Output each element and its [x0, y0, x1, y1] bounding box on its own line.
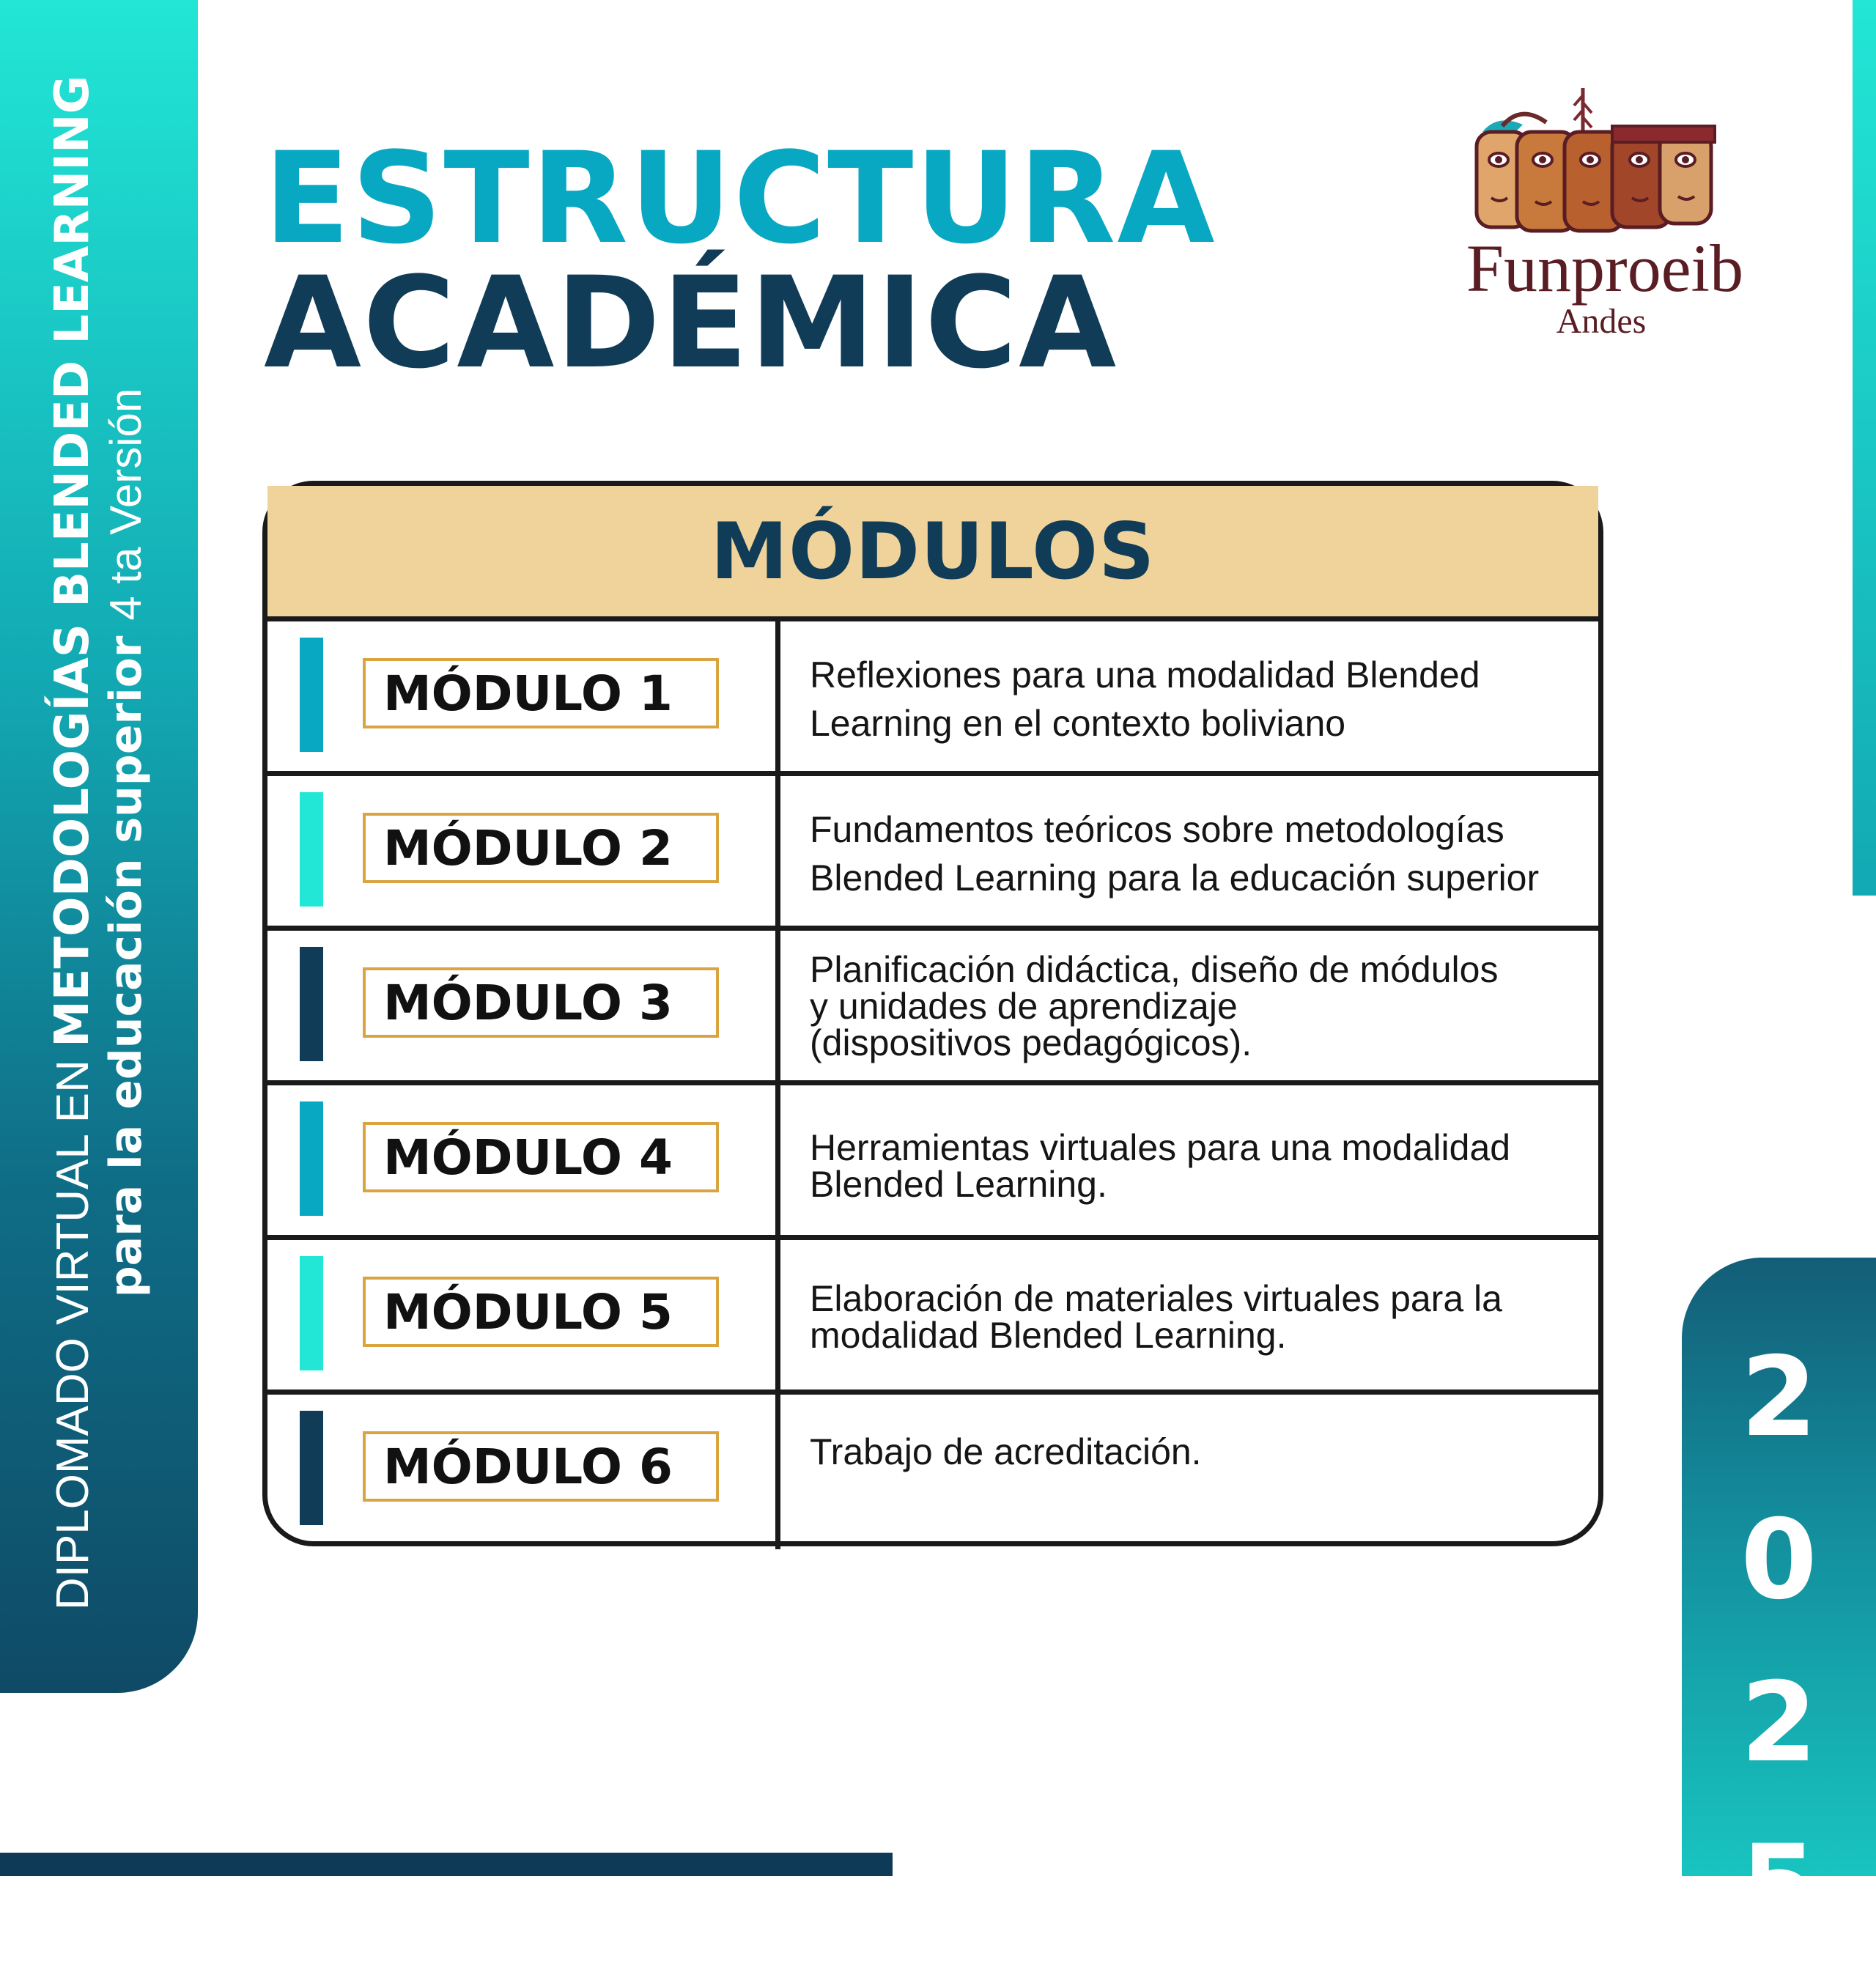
year-digit: 2 — [1740, 1659, 1817, 1787]
module-cell — [267, 931, 780, 1080]
year-block — [1682, 1258, 1876, 1949]
description-line: Reflexiones para una modalidad Blended — [810, 654, 1480, 695]
module-label: MÓDULO 5 — [363, 1277, 719, 1347]
module-description — [780, 931, 1598, 1080]
module-description — [780, 621, 1598, 771]
module-label: MÓDULO 2 — [363, 813, 719, 883]
year-digit: 0 — [1740, 1497, 1817, 1624]
banner-text — [15, 37, 183, 1649]
module-accent-bar — [300, 638, 323, 752]
table-row — [267, 776, 1598, 931]
title-line2: ACADÉMICA — [264, 249, 1118, 396]
description-line: Learning en el contexto boliviano — [810, 703, 1346, 744]
year-digit: 5 — [1740, 1822, 1817, 1949]
description-line: Elaboración de materiales virtuales para la — [810, 1278, 1502, 1319]
table-row — [267, 1240, 1598, 1395]
table-row — [267, 1395, 1598, 1549]
logo-faces — [1477, 88, 1715, 231]
description-line: Blended Learning para la educación superior — [810, 857, 1540, 898]
module-description — [780, 776, 1598, 926]
module-cell — [267, 621, 780, 771]
table-row — [267, 621, 1598, 776]
table-header-label: MÓDULOS — [710, 506, 1156, 597]
left-banner — [0, 0, 198, 1693]
bottom-accent-bar — [0, 1853, 893, 1876]
modules-table — [262, 481, 1603, 1546]
banner-line2 — [100, 37, 152, 1649]
right-accent-bar — [1853, 0, 1876, 896]
table-row — [267, 1085, 1598, 1240]
description-line: Planificación didáctica, diseño de módulos — [810, 949, 1499, 990]
description-line: (dispositivos pedagógicos). — [810, 1022, 1252, 1063]
logo-subtitle: Andes — [1556, 302, 1647, 341]
module-cell — [267, 1085, 780, 1235]
banner-program-name: METODOLOGÍAS BLENDED LEARNING — [45, 75, 100, 1047]
banner-prefix: DIPLOMADO VIRTUAL EN — [48, 1047, 99, 1611]
module-accent-bar — [300, 1411, 323, 1525]
module-cell — [267, 1395, 780, 1549]
module-accent-bar — [300, 1256, 323, 1370]
module-label: MÓDULO 6 — [363, 1431, 719, 1502]
module-label: MÓDULO 3 — [363, 967, 719, 1038]
title-line1: ESTRUCTURA — [264, 125, 1216, 272]
module-accent-bar — [300, 1101, 323, 1216]
module-accent-bar — [300, 792, 323, 907]
banner-line1 — [45, 37, 100, 1649]
module-cell — [267, 776, 780, 926]
banner-version: 4 ta Versión — [100, 388, 150, 621]
table-row — [267, 931, 1598, 1085]
table-header — [267, 486, 1598, 621]
module-description — [780, 1240, 1598, 1390]
module-label: MÓDULO 4 — [363, 1122, 719, 1192]
module-description — [780, 1395, 1598, 1549]
module-accent-bar — [300, 947, 323, 1061]
description-line: Fundamentos teóricos sobre metodologías — [810, 809, 1504, 850]
description-line: y unidades de aprendizaje — [810, 986, 1238, 1027]
description-line: Trabajo de acreditación. — [810, 1431, 1202, 1472]
module-cell — [267, 1240, 780, 1390]
description-line: modalidad Blended Learning. — [810, 1315, 1287, 1356]
year-digit: 2 — [1740, 1334, 1817, 1461]
logo-name: Funproeib — [1466, 231, 1744, 306]
description-line: Blended Learning. — [810, 1164, 1107, 1205]
description-line: Herramientas virtuales para una modalidad — [810, 1127, 1511, 1168]
module-label: MÓDULO 1 — [363, 658, 719, 728]
module-description — [780, 1085, 1598, 1235]
banner-audience: para la educación superior — [100, 620, 152, 1298]
